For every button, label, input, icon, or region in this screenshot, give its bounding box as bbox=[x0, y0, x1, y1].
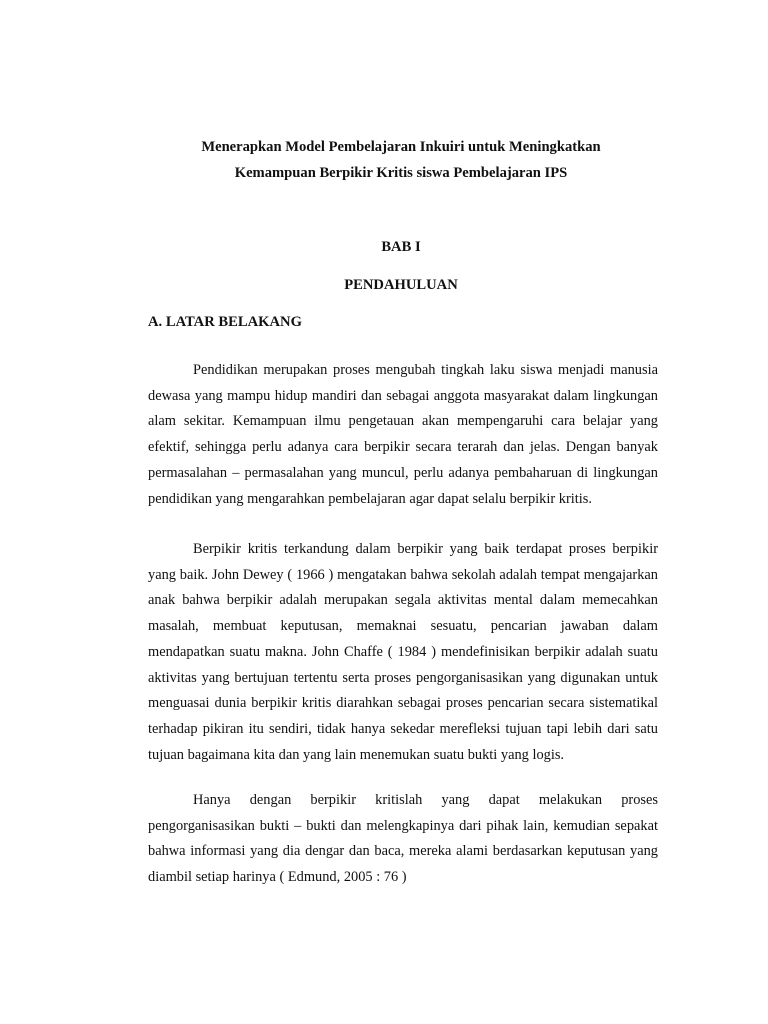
document-title-line-2: Kemampuan Berpikir Kritis siswa Pembelajaran IPS bbox=[234, 165, 568, 181]
section-heading: A. LATAR BELAKANG bbox=[148, 314, 302, 330]
paragraph-3: Hanya dengan berpikir kritislah yang dapat melakukan proses pengorganisasikan bukti – bukti dan melengkapinya dari pihak lain, kemudian sepakat bahwa informasi yang dia dengar dan baca, mereka alami berdasarkan keputusan yang diambil setiap harinya ( Edmund, 2005 : 76 ) bbox=[148, 792, 658, 886]
chapter-title: PENDAHULUAN bbox=[344, 277, 458, 293]
document-title-line-1: Menerapkan Model Pembelajaran Inkuiri untuk Meningkatkan bbox=[201, 139, 601, 155]
paragraph-2: Berpikir kritis terkandung dalam berpikir yang baik terdapat proses berpikir yang baik. John Dewey ( 1966 ) mengatakan bahwa sekolah adalah tempat mengajarkan anak bahwa berpikir adalah merupakan segala aktivitas mental dalam memecahkan masalah, membuat keputusan, memaknai sesuatu, pencarian jawaban dalam mendapatkan suatu makna. John Chaffe ( 1984 ) mendefinisikan berpikir adalah suatu aktivitas yang bertujuan tertentu serta proses pengorganisasikan yang digunakan untuk menguasai dunia berpikir kritis diarahkan sebagai proses pencarian secara sistematikal terhadap pikiran itu sendiri, tidak hanya sekedar merefleksi tujuan tapi lebih dari satu tujuan bagaimana kita dan yang lain menemukan suatu bukti yang logis. bbox=[148, 541, 658, 763]
chapter-number: BAB I bbox=[381, 239, 421, 255]
paragraph-1: Pendidikan merupakan proses mengubah tingkah laku siswa menjadi manusia dewasa yang mampu hidup mandiri dan sebagai anggota masyarakat dalam lingkungan alam sekitar. Kemampuan ilmu pengetauan akan mempengaruhi cara belajar yang efektif, sehingga perlu adanya cara berpikir secara terarah dan jelas. Dengan banyak permasalahan – permasalahan yang muncul, perlu adanya pembaharuan di lingkungan pendidikan yang mengarahkan pembelajaran agar dapat selalu berpikir kritis. bbox=[148, 362, 658, 507]
